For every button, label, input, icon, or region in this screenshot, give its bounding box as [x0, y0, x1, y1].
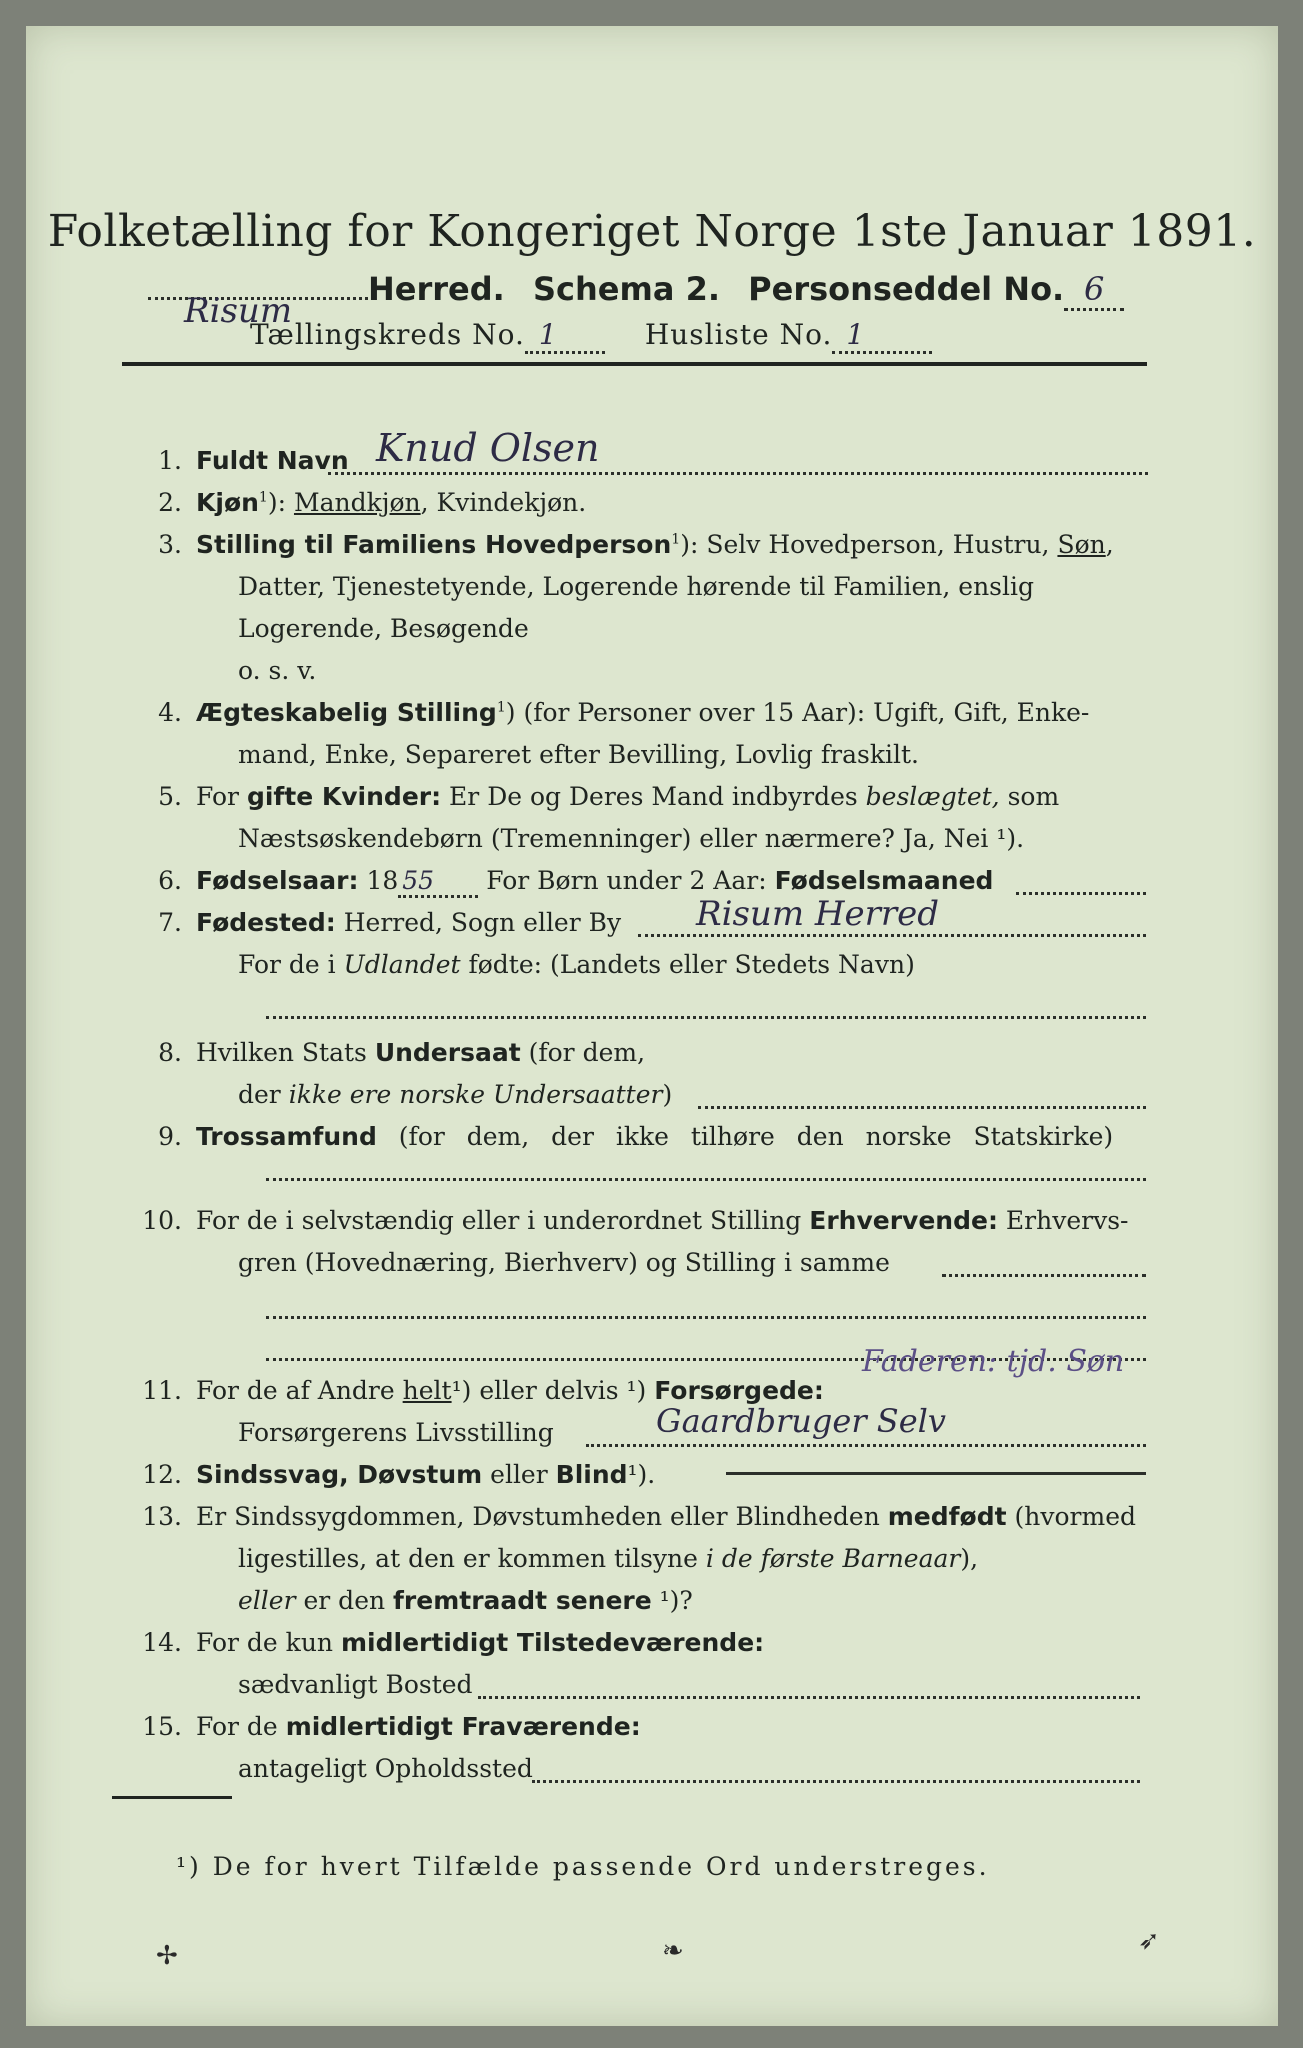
medfodt-text-e: er den: [295, 1586, 394, 1615]
fodselsaar-label: Fødselsaar:: [196, 866, 359, 895]
form-title: Folketælling for Kongeriget Norge 1ste Januar 1891.: [47, 206, 1257, 257]
kjon-option-mand: Mandkjøn: [293, 488, 421, 517]
kjon-label: Kjøn: [196, 488, 259, 517]
erhverv-line-1: [942, 1274, 1146, 1277]
personseddel-label: Personseddel No.: [748, 270, 1065, 308]
fodested-line: [638, 934, 1146, 937]
sindssvag-mid: eller: [482, 1460, 556, 1489]
herred-field: [148, 291, 368, 331]
udland-text-italic: Udlandet: [343, 950, 461, 979]
item-number: 4.: [158, 698, 182, 727]
medfodt-text-c: ligestilles, at den er kommen tilsyne: [238, 1544, 706, 1573]
item-number: 9.: [158, 1122, 182, 1151]
item-number: 7.: [158, 908, 182, 937]
trossamfund-text: (for dem, der ikke tilhøre den norske Statskirke): [376, 1122, 1114, 1151]
schema-label: Schema 2.: [532, 270, 720, 308]
erhverv-label: Erhvervende:: [809, 1206, 998, 1235]
forsorgede-row: [196, 1376, 824, 1405]
medfodt-text-b: (hvormed: [1006, 1502, 1136, 1531]
item-number: 1.: [158, 446, 182, 475]
gifte-row: [196, 782, 1059, 811]
item-number: 15.: [142, 1712, 182, 1741]
erhverv-text-a: For de i selvstændig eller i underordnet Stilling: [196, 1206, 810, 1235]
kreds-field: [525, 318, 605, 354]
livsstilling-line: [586, 1444, 1146, 1447]
personseddel-value: 6: [1084, 270, 1105, 308]
item-number: 2.: [158, 488, 182, 517]
bosted-label: sædvanligt Bosted: [238, 1670, 473, 1699]
herred-value: Risum: [184, 291, 293, 331]
undersaat-text-a: Hvilken Stats: [196, 1038, 375, 1067]
husliste-value: 1: [846, 318, 866, 351]
kreds-value: 1: [538, 318, 558, 351]
herred-label: Herred.: [368, 270, 505, 308]
item-number: 3.: [158, 530, 182, 559]
livsstilling-value: Gaardbruger Selv: [656, 1402, 946, 1440]
census-form-sheet: [26, 26, 1278, 2026]
fodested-value: Risum Herred: [696, 894, 940, 934]
fodselsaar-field: [398, 866, 478, 898]
fodselsmaaned-line: [1016, 892, 1146, 895]
fodested-row: [196, 908, 621, 937]
footnote-mark: 1: [671, 531, 681, 548]
undersaat-text-b: (for dem,: [520, 1038, 646, 1067]
opholdssted-line: [532, 1780, 1140, 1783]
husliste-field: [832, 318, 932, 354]
stray-mark-right: ➶: [1138, 1926, 1160, 1956]
footnote-text: ¹) De for hvert Tilfælde passende Ord understreges.: [176, 1852, 990, 1881]
fravaerende-row: [196, 1712, 641, 1741]
fuldt-navn-line: [328, 472, 1148, 475]
footnote-mark: 1: [496, 699, 506, 716]
gifte-text-italic: beslægtet,: [865, 782, 1000, 811]
trossamfund-label: Trossamfund: [196, 1122, 377, 1151]
medfodt-row-2: [238, 1544, 978, 1573]
item-number: 14.: [142, 1628, 182, 1657]
item-number: 5.: [158, 782, 182, 811]
senere-label: fremtraadt senere: [393, 1586, 652, 1615]
kjon-row: [196, 488, 586, 517]
udland-line: [266, 1016, 1146, 1019]
medfodt-text-f: ¹)?: [651, 1586, 693, 1615]
header-rule: [122, 362, 1147, 366]
fodselsaar-prefix: 18: [358, 866, 399, 895]
footnote-mark: 1: [258, 489, 268, 506]
forsorgede-label: Forsørgede:: [654, 1376, 824, 1405]
undersaat-text-d: ): [662, 1080, 673, 1109]
erhverv-row: [196, 1206, 1128, 1235]
trossamfund-line: [266, 1178, 1146, 1181]
medfodt-eller: eller: [238, 1586, 296, 1615]
medfodt-text-a: Er Sindssygdommen, Døvstumheden eller Blindheden: [196, 1502, 888, 1531]
undersaat-label: Undersaat: [374, 1038, 521, 1067]
fodselsaar-value: 55: [402, 866, 435, 895]
forsorgede-text-a: For de af Andre: [196, 1376, 403, 1405]
tilstede-label: midlertidigt Tilstedeværende:: [340, 1628, 765, 1657]
sindssvag-label: Sindssvag, Døvstum: [196, 1460, 483, 1489]
opholdssted-label: antageligt Opholdssted: [238, 1754, 533, 1783]
item-number: 8.: [158, 1038, 182, 1067]
husliste-label: Husliste No.: [644, 318, 833, 351]
medfodt-text-d: ),: [960, 1544, 979, 1573]
aegteskab-options-2: mand, Enke, Separeret efter Bevilling, Lovlig fraskilt.: [238, 740, 919, 769]
blind-label: Blind: [555, 1460, 628, 1489]
forsorgede-option-helt: helt: [402, 1376, 452, 1405]
stilling-options-4: o. s. v.: [238, 656, 317, 685]
erhverv-text-b: Erhvervs-: [997, 1206, 1129, 1235]
trossamfund-row: [196, 1122, 1113, 1151]
tilstede-row: [196, 1628, 764, 1657]
stilling-comma: ,: [1105, 530, 1114, 559]
item-number: 12.: [142, 1460, 182, 1489]
gifte-text-a: Er De og Deres Mand indbyrdes: [441, 782, 866, 811]
gifte-prefix: For: [196, 782, 247, 811]
stilling-options-3: Logerende, Besøgende: [238, 614, 529, 643]
fodested-label: Fødested:: [196, 908, 336, 937]
tilstede-prefix: For de kun: [196, 1628, 341, 1657]
fodested-text: Herred, Sogn eller By: [335, 908, 622, 937]
udland-text-b: fødte: (Landets eller Stedets Navn): [460, 950, 915, 979]
fuldt-navn-label: Fuldt Navn: [196, 446, 349, 475]
udland-text-a: For de i: [238, 950, 344, 979]
forsorgede-text-b: ¹) eller delvis ¹): [451, 1376, 655, 1405]
sindssvag-row: [196, 1460, 655, 1489]
fodselsmaaned-label: Fødselsmaaned: [774, 866, 994, 895]
footnote-rule: [112, 1796, 232, 1799]
herred-row: [148, 270, 1128, 331]
kjon-sep: ):: [267, 488, 294, 517]
kreds-row: [250, 318, 1128, 354]
aegteskab-label: Ægteskabelig Stilling: [196, 698, 497, 727]
erhverv-text-2: gren (Hovednæring, Bierhverv) og Stilling i samme: [238, 1248, 890, 1277]
medfodt-row: [196, 1502, 1136, 1531]
bosted-line: [478, 1696, 1140, 1699]
item-number: 10.: [142, 1206, 182, 1235]
medfodt-text-italic: i de første Barneaar: [705, 1544, 961, 1573]
fravaerende-label: midlertidigt Fraværende:: [285, 1712, 641, 1741]
medfodt-label: medfødt: [887, 1502, 1007, 1531]
stilling-row: [196, 530, 1114, 559]
erhverv-line-2: [266, 1316, 1146, 1319]
forsorgede-value: Faderen: tjd. Søn: [862, 1344, 1125, 1379]
stray-mark-left: ✢: [156, 1941, 178, 1971]
personseddel-field: [1064, 270, 1124, 311]
medfodt-row-3: [238, 1586, 693, 1615]
undersaat-row: [196, 1038, 645, 1067]
fravaerende-prefix: For de: [196, 1712, 286, 1741]
aegteskab-row: [196, 698, 1089, 727]
gifte-text-b: som: [999, 782, 1060, 811]
sindssvag-dash: [726, 1472, 1146, 1475]
undersaat-text-c: der: [238, 1080, 289, 1109]
item-number: 11.: [142, 1376, 182, 1405]
livsstilling-label: Forsørgerens Livsstilling: [238, 1418, 554, 1447]
gifte-label: gifte Kvinder:: [246, 782, 442, 811]
gifte-text-2: Næstsøskendebørn (Tremenninger) eller nærmere? Ja, Nei ¹).: [238, 824, 1025, 853]
stilling-options-1: ): Selv Hovedperson, Hustru,: [680, 530, 1058, 559]
sindssvag-end: ¹).: [627, 1460, 656, 1489]
fodested-udland-row: [238, 950, 915, 979]
undersaat-text-italic: ikke ere norske Undersaatter: [288, 1080, 663, 1109]
aegteskab-options-1: ) (for Personer over 15 Aar): Ugift, Gift, Enke-: [505, 698, 1090, 727]
fodselsaar-mid: For Børn under 2 Aar:: [478, 866, 775, 895]
stray-mark-center: ❧: [662, 1936, 684, 1966]
item-number: 6.: [158, 866, 182, 895]
undersaat-line: [698, 1106, 1146, 1109]
fuldt-navn-value: Knud Olsen: [376, 426, 600, 470]
kjon-option-kvinde: , Kvindekjøn.: [420, 488, 587, 517]
undersaat-row-2: [238, 1080, 672, 1109]
stilling-label: Stilling til Familiens Hovedperson: [196, 530, 672, 559]
stilling-options-2: Datter, Tjenestetyende, Logerende hørende til Familien, enslig: [238, 572, 1035, 601]
kreds-label: Tællingskreds No.: [250, 318, 525, 351]
stilling-option-son: Søn: [1057, 530, 1106, 559]
item-number: 13.: [142, 1502, 182, 1531]
